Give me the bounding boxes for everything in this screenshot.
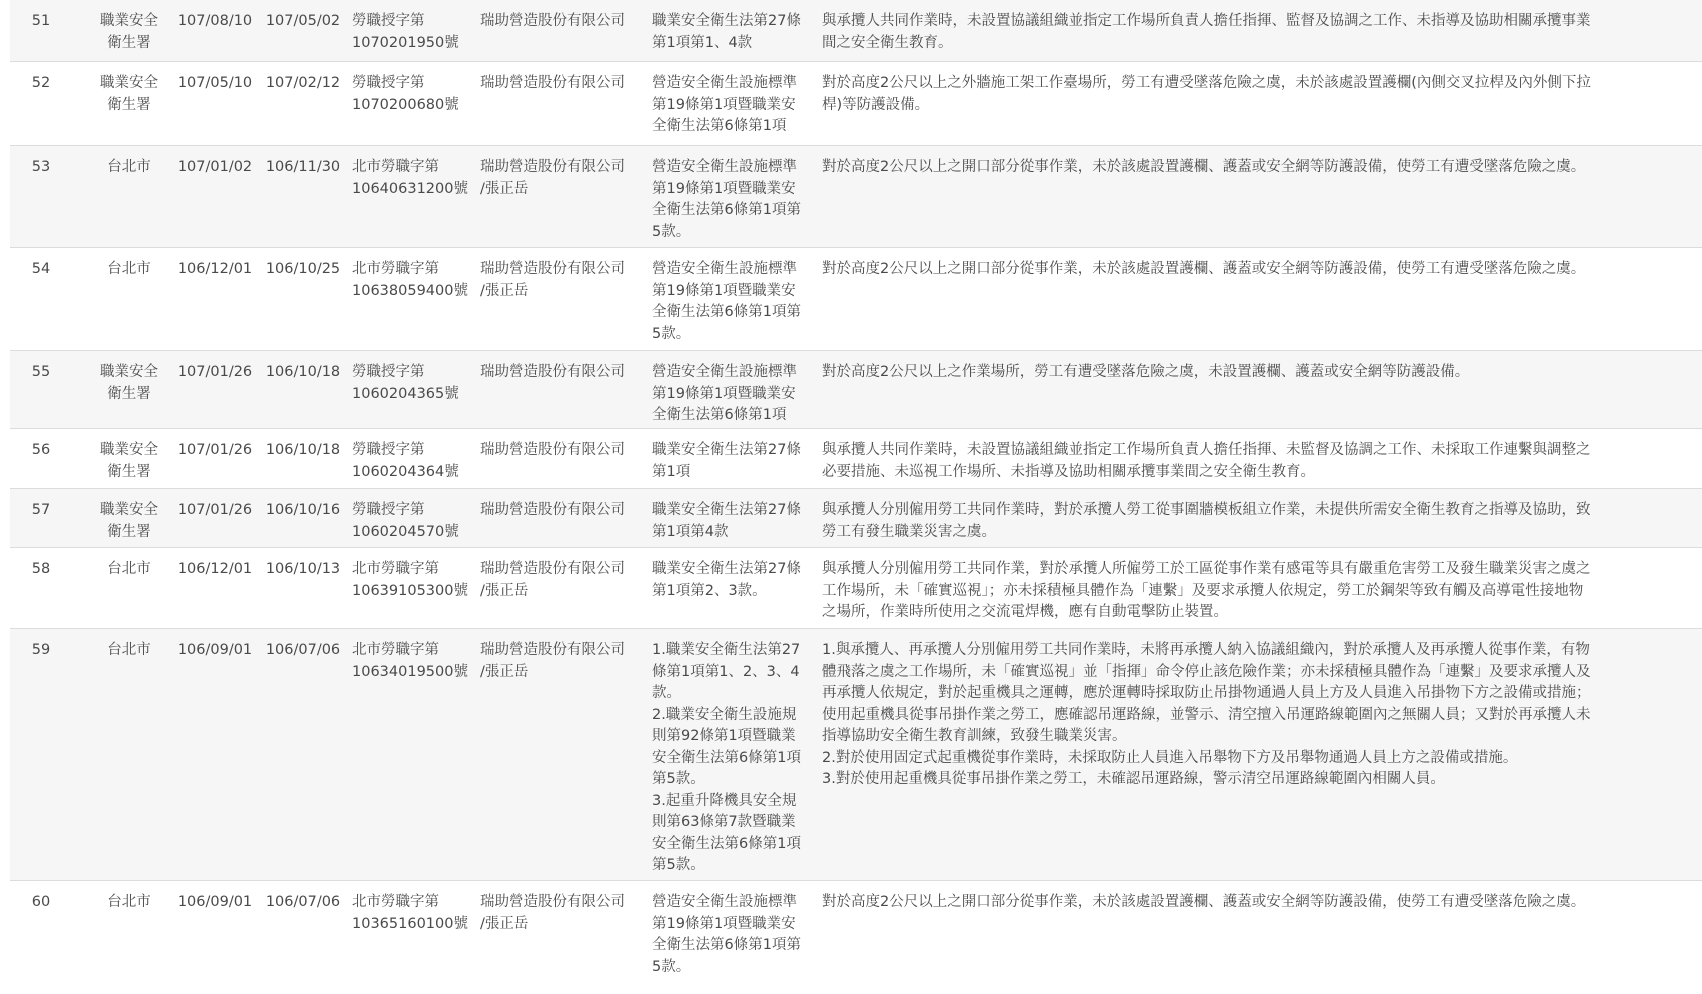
table-row bbox=[10, 489, 1702, 548]
agency: 職業安全 衛生署 bbox=[100, 75, 158, 113]
row-number: 56 bbox=[31, 442, 51, 458]
decision-date: 106/09/01 bbox=[177, 894, 253, 910]
violated-law: 營造安全衛生設施標準 第19條第1項暨職業安 全衛生法第6條第1項第 5款。 bbox=[652, 159, 801, 240]
agency: 台北市 bbox=[107, 261, 151, 277]
document-number: 北市勞職字第 10639105300號 bbox=[352, 561, 468, 599]
agency: 職業安全 衛生署 bbox=[100, 364, 158, 402]
table-row bbox=[10, 146, 1702, 248]
document-number: 北市勞職字第 10640631200號 bbox=[352, 159, 468, 197]
decision-date: 106/12/01 bbox=[177, 561, 253, 577]
violated-law: 營造安全衛生設施標準 第19條第1項暨職業安 全衛生法第6條第1項第 5款。 bbox=[652, 894, 801, 975]
violation-description: 與承攬人共同作業時，未設置協議組織並指定工作場所負責人擔任指揮、未監督及協調之工作、未採取工作連繫與調整之 必要措施、未巡視工作場所、未指導及協助相關承攬事業間之安全衛生教育。 bbox=[822, 442, 1591, 480]
violated-law: 營造安全衛生設施標準 第19條第1項暨職業安 全衛生法第6條第1項 bbox=[652, 75, 797, 134]
violated-law: 營造安全衛生設施標準 第19條第1項暨職業安 全衛生法第6條第1項 bbox=[652, 364, 797, 423]
agency: 台北市 bbox=[107, 561, 151, 577]
violated-law: 職業安全衛生法第27條 第1項 bbox=[652, 442, 801, 480]
row-number: 60 bbox=[31, 894, 51, 910]
violation-date: 107/05/02 bbox=[265, 13, 341, 29]
document-number: 勞職授字第 1060204570號 bbox=[352, 502, 459, 540]
violation-description: 對於高度2公尺以上之外牆施工架工作臺場所，勞工有遭受墜落危險之虞，未於該處設置護欄(內側交叉拉桿及內外側下拉 桿)等防護設備。 bbox=[822, 75, 1591, 113]
violation-description: 與承攬人分別僱用勞工共同作業時，對於承攬人勞工從事圍牆模板組立作業，未提供所需安全衛生教育之指導及協助，致 勞工有發生職業災害之虞。 bbox=[822, 502, 1591, 540]
violated-law: 職業安全衛生法第27條 第1項第4款 bbox=[652, 502, 801, 540]
violation-description: 與承攬人共同作業時，未設置協議組織並指定工作場所負責人擔任指揮、監督及協調之工作、未指導及協助相關承攬事業 間之安全衛生教育。 bbox=[822, 13, 1591, 51]
table-row bbox=[10, 429, 1702, 489]
table-row bbox=[10, 548, 1702, 629]
company: 瑞助營造股份有限公司 bbox=[480, 13, 625, 29]
violation-description: 對於高度2公尺以上之作業場所，勞工有遭受墜落危險之虞，未設置護欄、護蓋或安全網等防護設備。 bbox=[822, 364, 1470, 380]
company: 瑞助營造股份有限公司 bbox=[480, 442, 625, 458]
table-row bbox=[10, 62, 1702, 146]
table-row bbox=[10, 629, 1702, 881]
document-number: 北市勞職字第 10365160100號 bbox=[352, 894, 468, 932]
decision-date: 107/01/26 bbox=[177, 442, 253, 458]
violation-date: 106/10/18 bbox=[265, 364, 341, 380]
document-number: 北市勞職字第 10634019500號 bbox=[352, 642, 468, 680]
company: 瑞助營造股份有限公司 bbox=[480, 502, 625, 518]
decision-date: 107/01/26 bbox=[177, 502, 253, 518]
company: 瑞助營造股份有限公司 bbox=[480, 75, 625, 91]
row-number: 51 bbox=[31, 13, 51, 29]
violation-date: 106/11/30 bbox=[265, 159, 341, 175]
company: 瑞助營造股份有限公司 bbox=[480, 364, 625, 380]
row-number: 59 bbox=[31, 642, 51, 658]
decision-date: 106/09/01 bbox=[177, 642, 253, 658]
company: 瑞助營造股份有限公司 /張正岳 bbox=[480, 561, 625, 599]
violated-law: 營造安全衛生設施標準 第19條第1項暨職業安 全衛生法第6條第1項第 5款。 bbox=[652, 261, 801, 342]
document-number: 勞職授字第 1070200680號 bbox=[352, 75, 459, 113]
row-number: 57 bbox=[31, 502, 51, 518]
violation-description: 與承攬人分別僱用勞工共同作業，對於承攬人所僱勞工於工區從事作業有感電等具有嚴重危害勞工及發生職業災害之虞之 工作場所，未「確實巡視」；亦未採積極具體作為「連繫」及要求承攬人依規定，勞工於鋼架等致有觸及高導電性接地物 之場所，作業時所使用之交流電焊機，應有自動電擊防止裝置。 bbox=[822, 561, 1591, 620]
document-number: 勞職授字第 1070201950號 bbox=[352, 13, 459, 51]
violated-law: 職業安全衛生法第27條 第1項第2、3款。 bbox=[652, 561, 801, 599]
violation-description: 對於高度2公尺以上之開口部分從事作業，未於該處設置護欄、護蓋或安全網等防護設備，使勞工有遭受墜落危險之虞。 bbox=[822, 894, 1586, 910]
agency: 職業安全 衛生署 bbox=[100, 442, 158, 480]
violation-records-table bbox=[10, 0, 1702, 994]
violation-description: 對於高度2公尺以上之開口部分從事作業，未於該處設置護欄、護蓋或安全網等防護設備，使勞工有遭受墜落危險之虞。 bbox=[822, 159, 1586, 175]
agency: 職業安全 衛生署 bbox=[100, 502, 158, 540]
violation-date: 106/10/25 bbox=[265, 261, 341, 277]
violation-description: 1.與承攬人、再承攬人分別僱用勞工共同作業時，未將再承攬人納入協議組織內，對於承攬人及再承攬人從事作業，有物 體飛落之虞之工作場所，未「確實巡視」並「指揮」命令停止該危險作業；亦未採積極具體作為「連繫」及要求承攬人及 再承攬人依規定，對於起重機具之運轉，應於運轉時採取防止吊掛物通過人員上方及人員進入吊掛物下方之設備或措施； 使用起重機具從事吊掛作業之勞工，應確認吊運路線，並警示、清空擅入吊運路線範圍內之無關人員；又對於再承攬人未 指導協助安全衛生教育訓練，致發生職業災害。 2.對於使用固定式起重機從事作業時，未採取防止人員進入吊舉物下方及吊舉物通過人員上方之設備或措施。 3.對於使用起重機具從事吊掛作業之勞工，未確認吊運路線，警示清空吊運路線範圍內相關人員。 bbox=[822, 642, 1591, 787]
decision-date: 107/08/10 bbox=[177, 13, 253, 29]
company: 瑞助營造股份有限公司 /張正岳 bbox=[480, 642, 625, 680]
decision-date: 107/01/02 bbox=[177, 159, 253, 175]
document-number: 勞職授字第 1060204365號 bbox=[352, 364, 459, 402]
row-number: 52 bbox=[31, 75, 51, 91]
table-row bbox=[10, 881, 1702, 994]
document-number: 北市勞職字第 10638059400號 bbox=[352, 261, 468, 299]
agency: 台北市 bbox=[107, 159, 151, 175]
agency: 台北市 bbox=[107, 642, 151, 658]
violated-law: 1.職業安全衛生法第27 條第1項第1、2、3、4 款。 2.職業安全衛生設施規 則第92條第1項暨職業 安全衛生法第6條第1項 第5款。 3.起重升降機具安全規 則第63條第7款暨職業 安全衛生法第6條第1項 第5款。 bbox=[652, 642, 801, 873]
decision-date: 106/12/01 bbox=[177, 261, 253, 277]
decision-date: 107/01/26 bbox=[177, 364, 253, 380]
company: 瑞助營造股份有限公司 /張正岳 bbox=[480, 261, 625, 299]
row-number: 53 bbox=[31, 159, 51, 175]
table-row bbox=[10, 0, 1702, 62]
violation-date: 107/02/12 bbox=[265, 75, 341, 91]
violation-date: 106/10/16 bbox=[265, 502, 341, 518]
decision-date: 107/05/10 bbox=[177, 75, 253, 91]
violation-description: 對於高度2公尺以上之開口部分從事作業，未於該處設置護欄、護蓋或安全網等防護設備，使勞工有遭受墜落危險之虞。 bbox=[822, 261, 1586, 277]
company: 瑞助營造股份有限公司 /張正岳 bbox=[480, 159, 625, 197]
agency: 職業安全 衛生署 bbox=[100, 13, 158, 51]
table-row bbox=[10, 351, 1702, 429]
table-row bbox=[10, 248, 1702, 351]
violation-date: 106/07/06 bbox=[265, 642, 341, 658]
document-number: 勞職授字第 1060204364號 bbox=[352, 442, 459, 480]
row-number: 54 bbox=[31, 261, 51, 277]
violation-date: 106/10/13 bbox=[265, 561, 341, 577]
violation-date: 106/07/06 bbox=[265, 894, 341, 910]
agency: 台北市 bbox=[107, 894, 151, 910]
row-number: 55 bbox=[31, 364, 51, 380]
violation-date: 106/10/18 bbox=[265, 442, 341, 458]
row-number: 58 bbox=[31, 561, 51, 577]
violated-law: 職業安全衛生法第27條 第1項第1、4款 bbox=[652, 13, 801, 51]
company: 瑞助營造股份有限公司 /張正岳 bbox=[480, 894, 625, 932]
